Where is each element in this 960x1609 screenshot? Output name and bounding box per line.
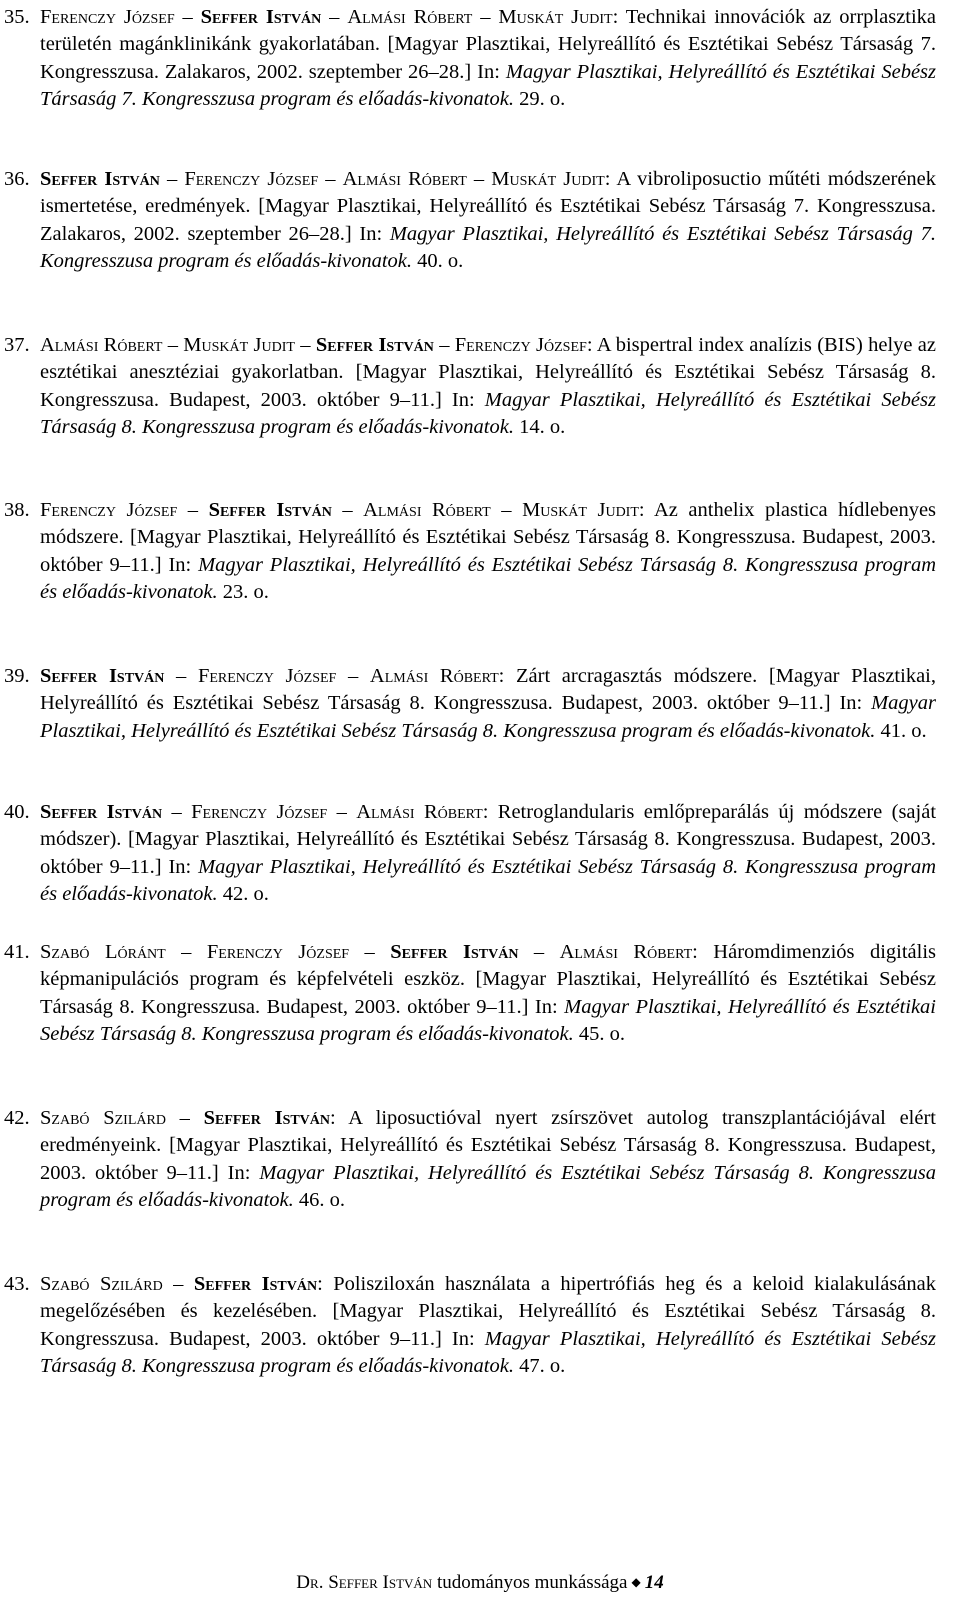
page-number: 14 [644, 1572, 664, 1593]
author-name: Seffer István [193, 1273, 318, 1295]
text-segment: – [472, 6, 499, 28]
diamond-bullet-icon: ◆ [631, 1575, 641, 1589]
author-name: Ferenczy József [40, 6, 175, 28]
author-name: Almási Róbert [356, 801, 483, 823]
entry-number: 38. [4, 499, 30, 521]
author-name: Almási Róbert [559, 941, 693, 963]
bibliography-entry [4, 663, 936, 745]
author-name: Ferenczy József [206, 941, 350, 963]
entry-text [40, 939, 936, 1049]
text-segment: 46. o. [293, 1189, 345, 1212]
entry-text [40, 332, 936, 442]
text-segment: – [177, 499, 209, 521]
author-name: Almási Róbert [347, 6, 473, 28]
entry-number: 42. [4, 1107, 30, 1129]
page-footer [0, 1570, 960, 1595]
text-segment: – [466, 168, 492, 190]
entry-text [40, 799, 936, 909]
author-name: Ferenczy József [191, 801, 328, 823]
text-segment: – [164, 665, 198, 687]
text-segment: : Háromdimenziós digitális képmanipulációs program és képfelvételi eszköz. [Magyar Plasztikai, Helyreállító és Esztétikai Sebész Társaság 8. Kongresszusa. Budapest, 2003. október 9–11.] In: [40, 941, 937, 1018]
entry-number: 40. [4, 801, 30, 823]
text-segment: 47. o. [513, 1355, 566, 1378]
entry-text [40, 166, 936, 276]
publication-title: Magyar Plasztikai, Helyreállító és Esztétikai Sebész Társaság 8. Kongresszusa program és előadás-kivonatok. [40, 1327, 936, 1378]
author-name: Almási Róbert [342, 168, 467, 190]
text-segment: 42. o. [217, 883, 269, 906]
bibliography-entry [4, 166, 936, 276]
text-segment: : Technikai innovációk az orrplasztika területén magánklinikánk gyakorlatában. [Magyar Plasztikai, Helyreállító és Esztétikai Sebész Társaság 7. Kongresszusa. Zalakaros, 2002. szeptember 26–28.] In: [40, 6, 937, 83]
text-segment: – [162, 1273, 194, 1295]
entry-number: 37. [4, 334, 30, 356]
publication-title: Magyar Plasztikai, Helyreállító és Esztétikai Sebész Társaság 7. Kongresszusa program és előadás-kivonatok. [40, 222, 936, 273]
publication-title: Magyar Plasztikai, Helyreállító és Esztétikai Sebész Társaság 8. Kongresszusa program és előadás-kivonatok. [40, 692, 936, 742]
text-segment: – [165, 941, 207, 963]
publication-title: Magyar Plasztikai, Helyreállító és Esztétikai Sebész Társaság 8. Kongresszusa program és előadás-kivonatok. [40, 855, 936, 906]
text-segment: : Zárt arcragasztás módszere. [Magyar Plasztikai, Helyreállító és Esztétikai Sebész Társaság 8. Kongresszusa. Budapest, 2003. október 9–11.] In: [40, 665, 936, 715]
entry-number: 36. [4, 168, 30, 190]
text-segment: – [331, 499, 364, 521]
author-name: Seffer István [40, 801, 163, 823]
bibliography-entry [4, 939, 936, 1049]
entry-text [40, 1105, 936, 1215]
footer-prefix: Dr. [296, 1572, 329, 1593]
text-segment: – [165, 1107, 204, 1129]
entry-number: 35. [4, 6, 30, 28]
author-name: Szabó Szilárd [40, 1273, 163, 1295]
text-segment: – [294, 334, 316, 356]
author-name: Seffer István [315, 334, 434, 356]
entry-number: 43. [4, 1273, 30, 1295]
text-segment: 41. o. [875, 719, 927, 742]
bibliography-entry [4, 4, 936, 114]
entry-text [40, 663, 936, 745]
author-name: Muskát Judit [522, 499, 639, 521]
text-segment: – [490, 499, 523, 521]
text-segment: : Az anthelix plastica hídlebenyes módszere. [Magyar Plasztikai, Helyreállító és Esztétikai Sebész Társaság 8. Kongresszusa. Budapest, 2003. október 9–11.] In: [40, 499, 937, 576]
publication-title: Magyar Plasztikai, Helyreállító és Esztétikai Sebész Társaság 8. Kongresszusa program és előadás-kivonatok. [40, 995, 937, 1046]
entry-text [40, 1271, 936, 1381]
author-name: Seffer István [40, 665, 165, 687]
author-name: Almási Róbert [363, 499, 491, 521]
text-segment: – [336, 665, 370, 687]
author-name: Seffer István [40, 168, 160, 190]
bibliography-entry [4, 1271, 936, 1381]
author-name: Szabó Szilárd [40, 1107, 166, 1129]
author-name: Muskát Judit [491, 168, 605, 190]
author-name: Ferenczy József [454, 334, 587, 356]
text-segment: – [349, 941, 391, 963]
publication-title: Magyar Plasztikai, Helyreállító és Esztétikai Sebész Társaság 8. Kongresszusa program és előadás-kivonatok. [40, 388, 936, 439]
entry-text [40, 4, 936, 114]
text-segment: – [327, 801, 357, 823]
text-segment: – [162, 801, 192, 823]
text-segment: – [318, 168, 343, 190]
footer-title: tudományos munkássága [432, 1572, 628, 1593]
bibliography-entry [4, 799, 936, 909]
text-segment: : Retroglandularis emlőpreparálás új módszere (saját módszer). [Magyar Plasztikai, Helyreállító és Esztétikai Sebész Társaság 8. Kongresszusa. Budapest, 2003. október 9–11.] In: [40, 801, 937, 878]
author-name: Ferenczy József [40, 499, 178, 521]
author-name: Almási Róbert [40, 334, 163, 356]
text-segment: : A vibroliposuctio műtéti módszerének ismertetése, eredmények. [Magyar Plasztikai, Helyreállító és Esztétikai Sebész Társaság 7. Kongresszusa. Zalakaros, 2002. szeptember 26–28.] In: [40, 168, 937, 245]
text-segment: 14. o. [513, 416, 566, 439]
author-name: Seffer István [203, 1107, 331, 1129]
author-name: Muskát Judit [498, 6, 613, 28]
author-name: Seffer István [200, 6, 322, 28]
author-name: Muskát Judit [183, 334, 295, 356]
publication-title: Magyar Plasztikai, Helyreállító és Esztétikai Sebész Társaság 8. Kongresszusa program és előadás-kivonatok. [40, 1161, 936, 1212]
bibliography-entry [4, 497, 936, 607]
bibliography-entry [4, 1105, 936, 1215]
entry-number: 41. [4, 941, 30, 963]
text-segment: – [159, 168, 185, 190]
text-segment: 29. o. [513, 88, 566, 111]
publication-title: Magyar Plasztikai, Helyreállító és Esztétikai Sebész Társaság 7. Kongresszusa program és előadás-kivonatok. [40, 60, 936, 111]
publication-title: Magyar Plasztikai, Helyreállító és Esztétikai Sebész Társaság 8. Kongresszusa program és előadás-kivonatok. [40, 553, 936, 604]
author-name: Seffer István [390, 941, 519, 963]
author-name: Szabó Lóránt [40, 941, 166, 963]
bibliography-entry [4, 332, 936, 442]
author-name: Seffer István [208, 499, 332, 521]
text-segment: – [162, 334, 184, 356]
entry-text [40, 497, 936, 607]
author-name: Ferenczy József [184, 168, 319, 190]
entry-number: 39. [4, 665, 30, 687]
text-segment: – [321, 6, 348, 28]
text-segment: – [518, 941, 560, 963]
text-segment: 40. o. [412, 250, 464, 273]
footer-author-name: Seffer István [328, 1572, 433, 1593]
text-segment: 45. o. [573, 1023, 626, 1046]
text-segment: : A bispertral index analízis (BIS) helye az esztétikai anesztéziai gyakorlatban. [Magyar Plasztikai, Helyreállító és Esztétikai Sebész Társaság 8. Kongresszusa. Budapest, 2003. október 9–11.] In: [40, 334, 936, 411]
text-segment: : Polisziloxán használata a hipertrófiás heg és a keloid kialakulásának megelőzésében és kezelésében. [Magyar Plasztikai, Helyreállító és Esztétikai Sebész Társaság 8. Kongresszusa. Budapest, 2003. október 9–11.] In: [40, 1273, 936, 1350]
text-segment: 23. o. [217, 581, 269, 604]
text-segment: – [174, 6, 201, 28]
author-name: Almási Róbert [369, 665, 499, 687]
text-segment: – [433, 334, 455, 356]
author-name: Ferenczy József [197, 665, 337, 687]
text-segment: : A liposuctióval nyert zsírszövet autolog transzplantációjával elért eredményeink. [Magyar Plasztikai, Helyreállító és Esztétikai Sebész Társaság 8. Kongresszusa. Budapest, 2003. október 9–11.] In: [40, 1107, 936, 1184]
